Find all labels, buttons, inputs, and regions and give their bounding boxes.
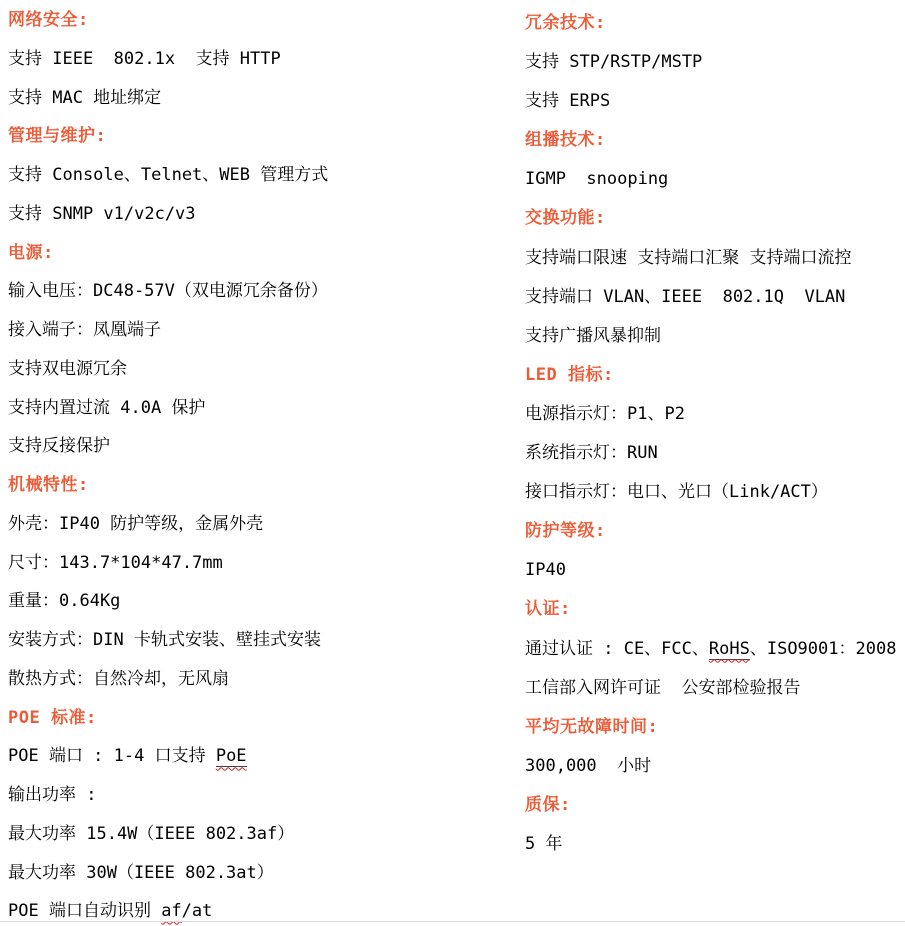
spec-text: /at [181, 901, 213, 922]
spec-line [8, 815, 488, 854]
spec-line [8, 195, 488, 234]
spec-column-right [525, 4, 903, 864]
spec-line [525, 473, 903, 512]
spec-text: 支持双电源冗余 [8, 358, 127, 379]
spec-line [8, 660, 488, 699]
spec-text: IGMP snooping [525, 169, 669, 190]
spec-text: 、ISO9001：2008 [749, 638, 897, 659]
spec-text: 外壳：IP40 防护等级，金属外壳 [8, 513, 264, 534]
spec-line [525, 434, 903, 473]
spec-text: 尺寸：143.7*104*47.7mm [8, 552, 223, 573]
section-heading: 平均无故障时间: [525, 716, 659, 737]
spec-text: 电源指示灯：P1、P2 [525, 403, 685, 424]
spec-text: 最大功率 30W（IEEE 802.3at） [8, 862, 274, 883]
spec-text: 散热方式：自然冷却，无风扇 [8, 668, 229, 689]
spec-line [525, 160, 903, 199]
spec-text: 工信部入网许可证 公安部检验报告 [525, 677, 801, 698]
spec-line [525, 747, 903, 786]
spec-text: 支持 ERPS [525, 91, 611, 112]
spec-line [8, 544, 488, 583]
spec-line [525, 239, 903, 278]
spec-line [8, 737, 488, 776]
spec-line [8, 621, 488, 660]
section-heading: 质保: [525, 794, 571, 815]
section-heading: 防护等级: [525, 521, 606, 542]
spec-text: 接口指示灯：电口、光口（Link/ACT） [525, 482, 828, 503]
spec-line [525, 82, 903, 121]
spec-text: 5 年 [525, 833, 563, 854]
spec-text: 通过认证 : CE、FCC、 [525, 638, 709, 659]
spec-line [8, 350, 488, 389]
spec-text: 支持内置过流 4.0A 保护 [8, 397, 206, 418]
spec-text: 支持 STP/RSTP/MSTP [525, 52, 703, 73]
spec-text: 输出功率 : [8, 785, 97, 805]
spec-line [525, 669, 903, 708]
misspelled-term: RoHS [708, 638, 750, 659]
spec-text: 300,000 小时 [525, 755, 652, 776]
spec-line [8, 776, 488, 815]
section-heading: 机械特性: [8, 475, 89, 495]
spec-line [8, 79, 488, 118]
section-heading: POE 标准: [8, 707, 97, 728]
spec-text: 安装方式：DIN 卡轨式安装、壁挂式安装 [8, 630, 321, 650]
spec-text: 支持端口限速 支持端口汇聚 支持端口流控 [525, 247, 852, 268]
spec-text: 支持 MAC 地址绑定 [8, 87, 162, 108]
spec-line [8, 854, 488, 893]
spec-line [8, 311, 488, 350]
spec-line [525, 278, 903, 317]
spec-text: 支持广播风暴抑制 [525, 325, 661, 346]
spec-text: POE 端口 : 1-4 口支持 [8, 746, 216, 767]
section-heading: 交换功能: [525, 208, 606, 229]
section-heading: 管理与维护: [8, 126, 107, 147]
misspelled-term: af [161, 901, 182, 922]
spec-line [8, 582, 488, 621]
spec-line [525, 317, 903, 356]
spec-column-left [8, 1, 488, 926]
spec-line [8, 389, 488, 428]
section-heading: 电源: [8, 242, 54, 263]
spec-text: 支持 Console、Telnet、WEB 管理方式 [8, 165, 329, 185]
spec-text: 支持 IEEE 802.1x 支持 HTTP [8, 48, 281, 69]
spec-text: 最大功率 15.4W（IEEE 802.3af） [8, 823, 295, 844]
spec-text: 系统指示灯：RUN [525, 443, 658, 464]
spec-text: 接入端子：凤凰端子 [8, 320, 161, 340]
spec-text: 重量：0.64Kg [8, 591, 121, 612]
spec-line [8, 272, 488, 311]
section-heading: 组播技术: [525, 130, 606, 151]
spec-text: 支持端口 VLAN、IEEE 802.1Q VLAN [525, 286, 846, 307]
section-heading: LED 指标: [525, 364, 614, 385]
spec-line [8, 40, 488, 79]
spec-line [525, 630, 903, 669]
section-heading: 网络安全: [8, 10, 89, 30]
spec-line [8, 427, 488, 466]
spec-text: IP40 [525, 560, 566, 581]
spec-line [8, 505, 488, 544]
spec-text: POE 端口自动识别 [8, 901, 162, 922]
misspelled-term: PoE [215, 746, 247, 767]
spec-text: 输入电压：DC48-57V（双电源冗余备份） [8, 281, 328, 302]
spec-line [525, 395, 903, 434]
section-heading: 冗余技术: [525, 13, 606, 33]
section-heading: 认证: [525, 599, 571, 620]
spec-line [525, 551, 903, 590]
spec-line [525, 43, 903, 82]
spec-text: 支持 SNMP v1/v2c/v3 [8, 203, 196, 224]
spec-text: 支持反接保护 [8, 436, 110, 457]
page-bottom-divider [0, 921, 905, 922]
spec-line [525, 825, 903, 864]
spec-line [8, 156, 488, 195]
